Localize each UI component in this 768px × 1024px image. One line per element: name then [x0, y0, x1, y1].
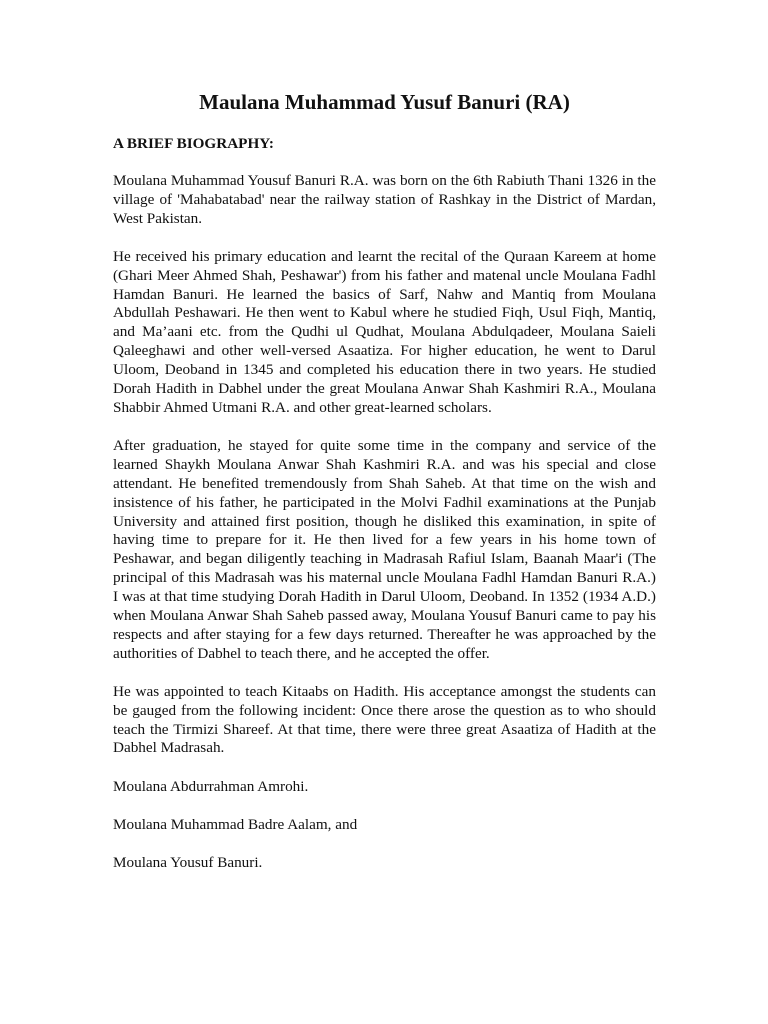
- paragraph-teaching: He was appointed to teach Kitaabs on Hadith. His acceptance amongst the students can be gauged from the following incident: Once there arose the question as to who should teach the Tirmizi Shareef. At that time, there were three great Asaatiza of Hadith at the Dabhel Madrasah.: [113, 682, 656, 757]
- section-heading: A BRIEF BIOGRAPHY:: [113, 135, 274, 152]
- list-item: Moulana Muhammad Badre Aalam, and: [113, 816, 358, 834]
- paragraph-birth: Moulana Muhammad Yousuf Banuri R.A. was born on the 6th Rabiuth Thani 1326 in the village of 'Mahabatabad' near the railway station of Rashkay in the District of Mardan, West Pakistan.: [113, 172, 656, 227]
- paragraph-education: He received his primary education and learnt the recital of the Quraan Kareem at home (Ghari Meer Ahmed Shah, Peshawar') from his father and matenal uncle Moulana Fadhl Hamdan Banuri. He learned the basics of Sarf, Nahw and Mantiq from Moulana Abdullah Peshawari. He then went to Kabul where he studied Fiqh, Usul Fiqh, Mantiq, and Ma’aani etc. from the Qudhi ul Qudhat, Moulana Abdulqadeer, Moulana Saieli Qaleeghawi and other well-versed Asaatiza. For higher education, he went to Darul Uloom, Deoband in 1345 and completed his education there in two years. He studied Dorah Hadith in Dabhel under the great Moulana Anwar Shah Kashmiri R.A., Moulana Shabbir Ahmed Utmani R.A. and other great-learned scholars.: [113, 247, 656, 416]
- list-item: Moulana Yousuf Banuri.: [113, 854, 263, 872]
- list-item: Moulana Abdurrahman Amrohi.: [113, 778, 309, 796]
- document-page: [113, 88, 656, 891]
- paragraph-graduation: After graduation, he stayed for quite some time in the company and service of the learned Shaykh Moulana Anwar Shah Kashmiri R.A. and was his special and close attendant. He benefited tremendously from Shah Saheb. At that time on the wish and insistence of his father, he participated in the Molvi Fadhil examinations at the Punjab University and attained first position, though he disliked this examination, in spite of having time to prepare for it. He then lived for a few years in his home town of Peshawar, and began diligently teaching in Madrasah Rafiul Islam, Baanah Maar'i (The principal of this Madrasah was his maternal uncle Moulana Fadhl Hamdan Banuri R.A.) I was at that time studying Dorah Hadith in Darul Uloom, Deoband. In 1352 (1934 A.D.) when Moulana Anwar Shah Saheb passed away, Moulana Yousuf Banuri came to pay his respects and after staying for a few days returned. Thereafter he was approached by the authorities of Dabhel to teach there, and he accepted the offer.: [113, 436, 656, 662]
- page-title: Maulana Muhammad Yusuf Banuri (RA): [199, 90, 570, 114]
